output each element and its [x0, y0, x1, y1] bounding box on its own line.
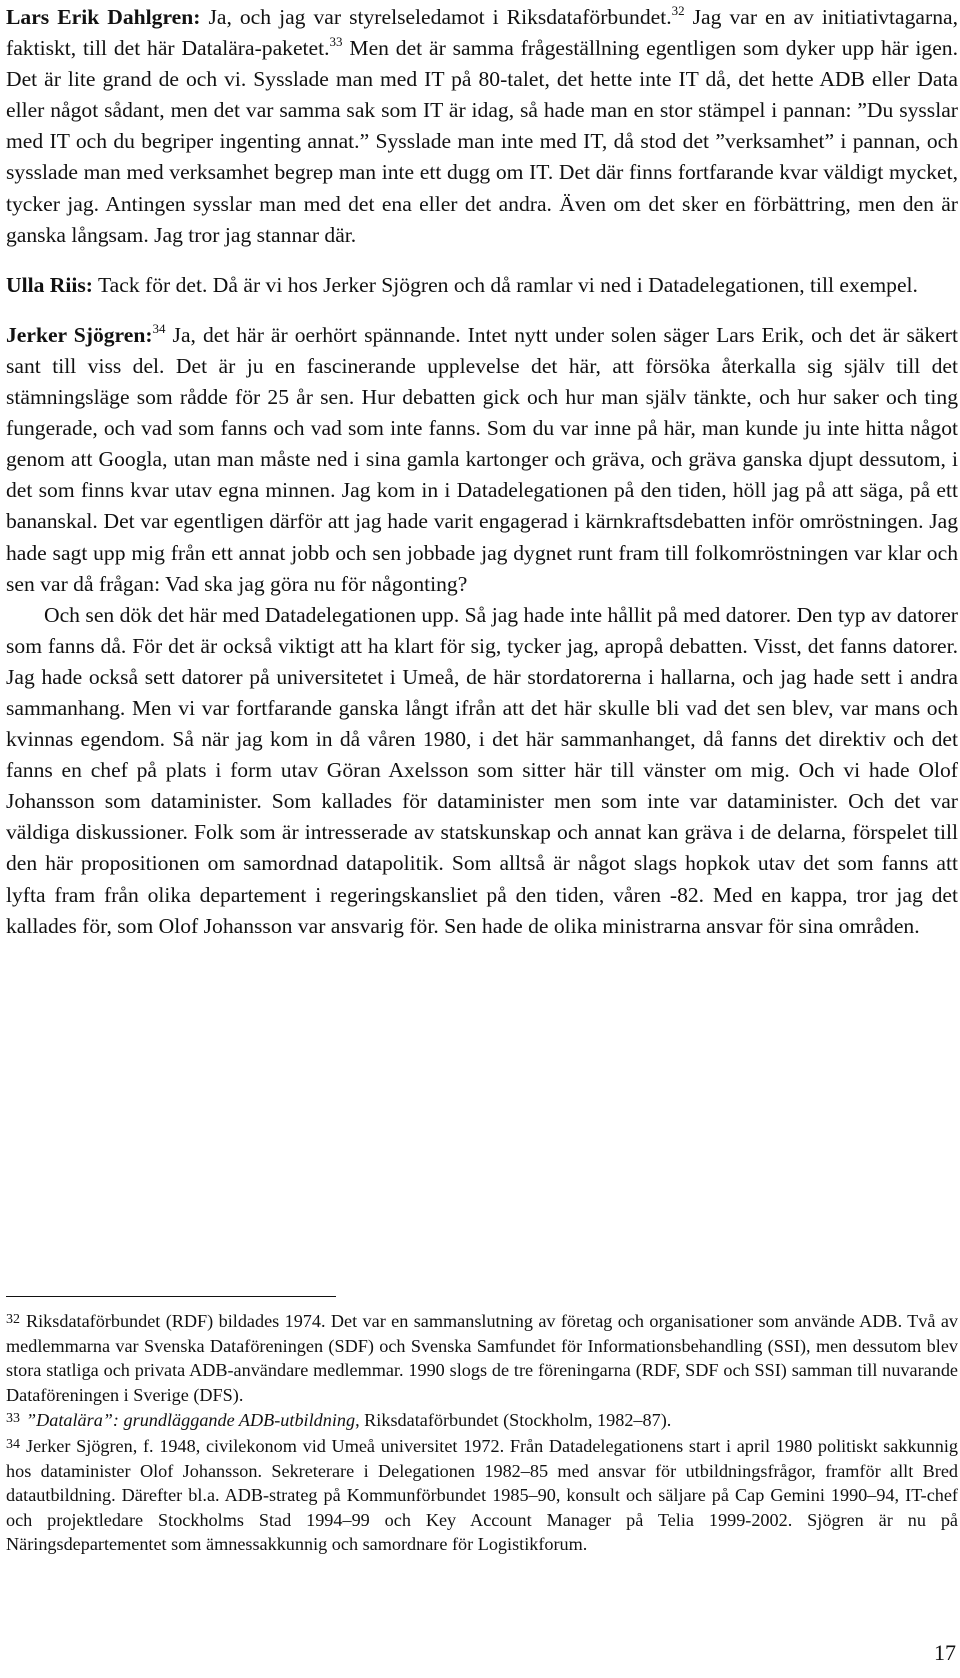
footnote-text: Riksdataförbundet (RDF) bildades 1974. Det var en sammanslutning av företag och organisationer som använde ADB. Två av medlemmarna var Svenska Dataföreningen (SDF) och Svenska Samfundet för Informationsbehandling (SSI), men dessutom blev stora statliga och privata ADB-användare medlemmar. 1990 slogs de tre föreningarna (RDF, SDF och SSI) samman till nuvarande Dataföreningen i Sverige (DFS). — [6, 1311, 958, 1405]
footnote-ref[interactable]: 33 — [329, 34, 343, 50]
speaker-name: Ulla Riis: — [6, 272, 93, 297]
footnote-33 — [6, 1407, 958, 1433]
paragraph-riis — [6, 270, 958, 301]
footnote-number: 34 — [6, 1436, 20, 1452]
paragraph-dahlgren — [6, 2, 958, 251]
footnote-text: Jerker Sjögren, f. 1948, civilekonom vid Umeå universitet 1972. Från Datadelegationens start i april 1980 politiskt sakkunnig hos dataminister Olof Johansson. Sekreterare i Delegationen 1982–85 med ansvar för utbildningsfrågor, framför allt Bred datautbildning. Därefter bl.a. ADB-strateg på Kommunförbundet 1985–90, konsult och säljare på Cap Gemini 1990–94, IT-chef och projektledare Stockholms Stad 1994–99 och Key Account Manager på Telia 1999-2002. Sjögren är nu på Näringsdepartementet som ämnessakkunnig och samordnare för Logistikforum. — [6, 1435, 958, 1555]
footnote-text: , Riksdataförbundet (Stockholm, 1982–87). — [355, 1410, 672, 1431]
paragraph-sjogren — [6, 320, 958, 600]
paragraph-text: Men det är samma frågeställning egentligen som dyker upp här igen. Det är lite grand de och vi. Sysslade man med IT på 80-talet, det hette inte IT då, det hette ADB eller Data eller något sådant, men det var samma sak som IT är idag, så hade man en stor stämpel i pannan: ”Du sysslar med IT och du begriper ingenting annat.” Sysslade man inte med IT, då stod det ”verksamhet” i pannan, och sysslade man med verksamhet begrep man inte ett dugg om IT. Det där finns fortfarande kvar väldigt mycket, tycker jag. Antingen sysslar man med det ena eller det andra. Även om det sker en förbättring, men den är ganska långsam. Jag tror jag stannar där. — [6, 36, 958, 247]
footnote-number: 33 — [6, 1411, 20, 1427]
footnote-ref[interactable]: 34 — [152, 320, 166, 336]
paragraph-text: Och sen dök det här med Datadelegationen upp. Så jag hade inte hållit på med datorer. Den typ av datorer som fanns då. För det är också viktigt att ha klart för sig, tycker jag, apropå debatten. Visst, det fanns datorer. Jag hade också sett datorer på universitetet i Umeå, de här stordatorerna i hallarna, och jag hade sett i andra sammanhang. Men vi var fortfarande ganska långt ifrån att det här skulle bli vad det sen blev, var mans och kvinnas egendom. Så när jag kom in då våren 1980, i det här sammanhanget, då fanns det direktiv och det fanns en chef på plats i form utav Göran Axelsson som sitter här till vänster om mig. Och vi hade Olof Johansson som dataminister. Som kallades för dataminister men som inte var dataminister. Och det var väldiga diskussioner. Folk som är intresserade av statskunskap och annat kan gräva i de delarna, förspelet till den här propositionen om samordnad datapolitik. Som alltså är något slags hopkok utav det som fanns att lyfta fram från olika departement i regeringskansliet på den tiden, våren -82. Med en kappa, tror jag det kallades för, som Olof Johansson var ansvarig för. Sen hade de olika ministrarna ansvar för sina områden. — [6, 602, 958, 938]
footnote-title: ”Datalära”: grundläggande ADB-utbildning — [26, 1410, 356, 1431]
speaker-name: Lars Erik Dahlgren: — [6, 5, 201, 29]
footnote-34 — [6, 1433, 958, 1557]
paragraph-text: Tack för det. Då är vi hos Jerker Sjögren och då ramlar vi ned i Datadelegationen, till exempel. — [92, 272, 918, 297]
footnote-32 — [6, 1308, 958, 1407]
paragraph-sjogren-continued — [6, 600, 958, 942]
paragraph-text: Ja, och jag var styrelseledamot i Riksdataförbundet. — [200, 5, 672, 29]
footnote-number: 32 — [6, 1312, 20, 1327]
paragraph-text: Ja, det här är oerhört spännande. Intet nytt under solen säger Lars Erik, och det är säkert sant till viss del. Det är ju en fascinerande upplevelse det här, att försöka återkalla sig själv till det stämningsläge som rådde för 25 år sen. Hur debatten gick och hur man själv tänkte, och hur saker och ting fungerade, och vad som fanns och vad som inte fanns. Som du var inne på här, man kunde ju inte hitta något genom att Googla, utan man måste ned i sina gamla kartonger och gräva, och gräva ganska djupt dessutom, i det som finns kvar utav egna minnen. Jag kom in i Datadelegationen på den tiden, höll jag på att säga, på ett bananskal. Det var egentligen därför att jag hade varit engagerad i kärnkraftsdebatten inför omröstningen. Jag hade sagt upp mig från ett annat jobb och sen jobbade jag dygnet runt fram till folkomröstningen var klar och sen var då frågan: Vad ska jag göra nu för någonting? — [6, 322, 958, 596]
page-number: 17 — [934, 1640, 956, 1665]
footnote-ref[interactable]: 32 — [671, 3, 685, 18]
footnotes — [6, 1308, 958, 1557]
speaker-name: Jerker Sjögren: — [6, 322, 153, 347]
paragraph-text: Jag var en av initiativtagarna, faktiskt, till det här Datalära-paketet. — [6, 5, 958, 61]
footnote-divider — [6, 1296, 336, 1297]
document-body — [6, 2, 958, 942]
